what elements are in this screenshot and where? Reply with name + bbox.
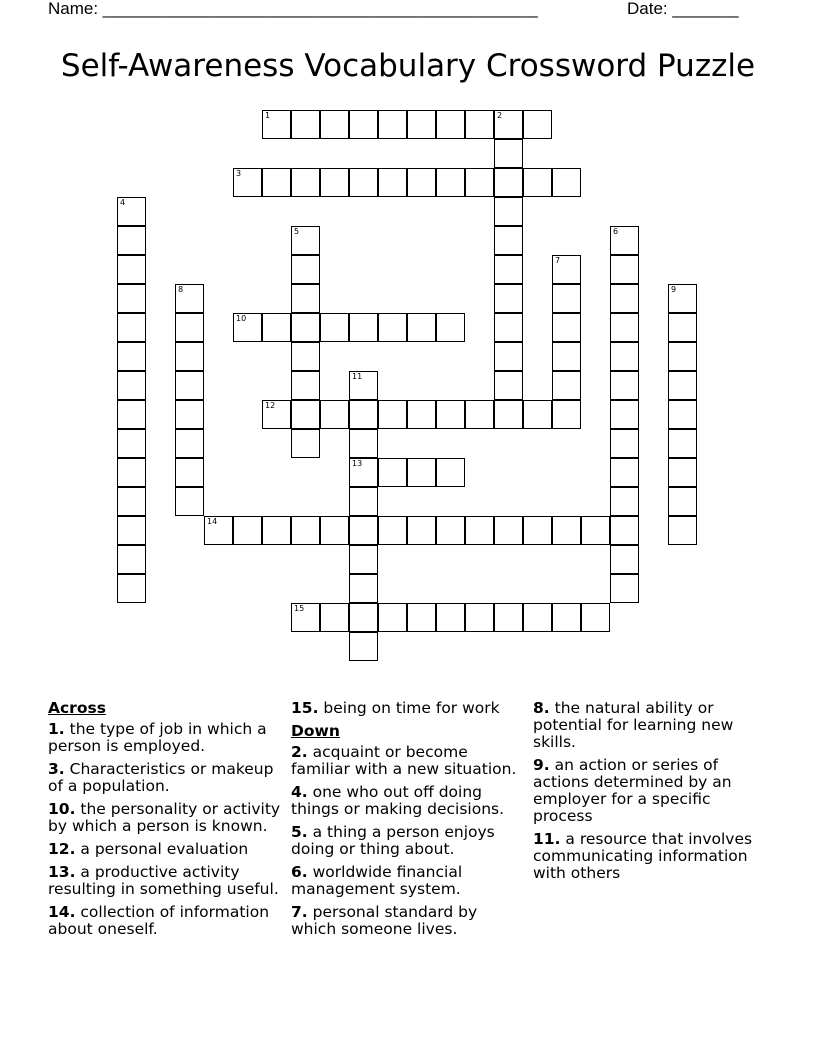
crossword-cell[interactable] xyxy=(668,400,697,429)
crossword-cell[interactable] xyxy=(233,313,262,342)
crossword-cell[interactable] xyxy=(494,313,523,342)
crossword-cell[interactable] xyxy=(349,168,378,197)
crossword-cell[interactable] xyxy=(610,458,639,487)
crossword-cell[interactable] xyxy=(262,400,291,429)
crossword-cell[interactable] xyxy=(610,313,639,342)
crossword-cell[interactable] xyxy=(610,545,639,574)
crossword-cell[interactable] xyxy=(320,168,349,197)
crossword-cell[interactable] xyxy=(494,516,523,545)
crossword-cell[interactable] xyxy=(262,168,291,197)
crossword-cell[interactable] xyxy=(552,400,581,429)
crossword-cell[interactable] xyxy=(668,342,697,371)
clue-number: 9 xyxy=(671,285,677,294)
name-field-label: Name: ______________________________________________ xyxy=(48,0,538,18)
clue-down-5: 5. a thing a person enjoys doing or thing about. xyxy=(291,823,495,858)
clue-number: 10 xyxy=(236,314,247,323)
crossword-cell[interactable] xyxy=(291,284,320,313)
across-heading: Across xyxy=(48,699,106,717)
crossword-cell[interactable] xyxy=(465,110,494,139)
crossword-cell[interactable] xyxy=(407,313,436,342)
crossword-cell[interactable] xyxy=(117,197,146,226)
crossword-cell[interactable] xyxy=(407,516,436,545)
crossword-cell[interactable] xyxy=(465,168,494,197)
crossword-cell[interactable] xyxy=(320,110,349,139)
crossword-cell[interactable] xyxy=(668,429,697,458)
crossword-cell[interactable] xyxy=(668,371,697,400)
crossword-cell[interactable] xyxy=(581,516,610,545)
crossword-cell[interactable] xyxy=(175,284,204,313)
crossword-cell[interactable] xyxy=(117,400,146,429)
crossword-cell[interactable] xyxy=(291,110,320,139)
crossword-cell[interactable] xyxy=(262,110,291,139)
crossword-cell[interactable] xyxy=(291,313,320,342)
clue-down-11: 11. a resource that involves communicating information with others xyxy=(533,830,753,882)
clues-column-1 xyxy=(48,700,283,944)
crossword-cell[interactable] xyxy=(552,603,581,632)
crossword-cell[interactable] xyxy=(291,226,320,255)
clue-number: 4 xyxy=(120,198,126,207)
clue-number: 15 xyxy=(294,604,305,613)
crossword-cell[interactable] xyxy=(465,603,494,632)
crossword-cell[interactable] xyxy=(552,371,581,400)
crossword-cell[interactable] xyxy=(117,255,146,284)
crossword-cell[interactable] xyxy=(117,429,146,458)
crossword-cell[interactable] xyxy=(349,632,378,661)
crossword-cell[interactable] xyxy=(117,516,146,545)
clue-down-7: 7. personal standard by which someone lives. xyxy=(291,903,478,938)
crossword-cell[interactable] xyxy=(291,342,320,371)
clues-column-2 xyxy=(291,700,526,944)
crossword-cell[interactable] xyxy=(349,487,378,516)
crossword-cell[interactable] xyxy=(581,603,610,632)
crossword-cell[interactable] xyxy=(610,400,639,429)
clues-column-3 xyxy=(533,700,768,888)
crossword-cell[interactable] xyxy=(233,516,262,545)
clue-number: 7 xyxy=(555,256,561,265)
crossword-cell[interactable] xyxy=(494,168,523,197)
crossword-cell[interactable] xyxy=(407,400,436,429)
crossword-cell[interactable] xyxy=(291,603,320,632)
clue-across-1: 1. the type of job in which a person is employed. xyxy=(48,720,267,755)
crossword-cell[interactable] xyxy=(262,516,291,545)
clue-across-10: 10. the personality or activity by which a person is known. xyxy=(48,800,281,835)
clue-number: 2 xyxy=(497,111,503,120)
crossword-cell[interactable] xyxy=(523,516,552,545)
crossword-cell[interactable] xyxy=(668,487,697,516)
clue-number: 3 xyxy=(236,169,242,178)
crossword-cell[interactable] xyxy=(610,429,639,458)
crossword-cell[interactable] xyxy=(320,400,349,429)
crossword-cell[interactable] xyxy=(378,516,407,545)
crossword-cell[interactable] xyxy=(378,603,407,632)
crossword-cell[interactable] xyxy=(349,574,378,603)
clue-number: 5 xyxy=(294,227,300,236)
crossword-cell[interactable] xyxy=(523,168,552,197)
clue-number: 11 xyxy=(352,372,363,381)
crossword-cell[interactable] xyxy=(552,313,581,342)
crossword-cell[interactable] xyxy=(552,284,581,313)
crossword-cell[interactable] xyxy=(291,371,320,400)
crossword-cell[interactable] xyxy=(378,313,407,342)
crossword-cell[interactable] xyxy=(436,400,465,429)
crossword-cell[interactable] xyxy=(523,603,552,632)
crossword-cell[interactable] xyxy=(494,197,523,226)
clue-number: 12 xyxy=(265,401,276,410)
crossword-cell[interactable] xyxy=(175,342,204,371)
clue-across-3: 3. Characteristics or makeup of a population. xyxy=(48,760,274,795)
crossword-cell[interactable] xyxy=(320,603,349,632)
crossword-cell[interactable] xyxy=(175,371,204,400)
crossword-cell[interactable] xyxy=(117,313,146,342)
crossword-cell[interactable] xyxy=(610,284,639,313)
crossword-cell[interactable] xyxy=(465,516,494,545)
crossword-cell[interactable] xyxy=(610,487,639,516)
crossword-cell[interactable] xyxy=(494,342,523,371)
clue-number: 14 xyxy=(207,517,218,526)
crossword-cell[interactable] xyxy=(349,603,378,632)
crossword-cell[interactable] xyxy=(407,603,436,632)
crossword-cell[interactable] xyxy=(117,342,146,371)
crossword-cell[interactable] xyxy=(552,255,581,284)
crossword-cell[interactable] xyxy=(349,400,378,429)
crossword-cell[interactable] xyxy=(436,313,465,342)
crossword-cell[interactable] xyxy=(436,516,465,545)
crossword-cell[interactable] xyxy=(175,429,204,458)
clue-number: 8 xyxy=(178,285,184,294)
crossword-cell[interactable] xyxy=(436,603,465,632)
crossword-cell[interactable] xyxy=(552,342,581,371)
crossword-cell[interactable] xyxy=(320,516,349,545)
crossword-cell[interactable] xyxy=(291,400,320,429)
clue-down-9: 9. an action or series of actions determined by an employer for a specific process xyxy=(533,756,732,825)
clue-down-2: 2. acquaint or become familiar with a new situation. xyxy=(291,743,517,778)
crossword-cell[interactable] xyxy=(436,458,465,487)
crossword-cell[interactable] xyxy=(494,371,523,400)
crossword-cell[interactable] xyxy=(349,110,378,139)
clue-number: 1 xyxy=(265,111,271,120)
crossword-cell[interactable] xyxy=(291,168,320,197)
crossword-cell[interactable] xyxy=(291,429,320,458)
crossword-cell[interactable] xyxy=(407,458,436,487)
crossword-cell[interactable] xyxy=(610,226,639,255)
crossword-cell[interactable] xyxy=(552,168,581,197)
crossword-cell[interactable] xyxy=(175,400,204,429)
crossword-cell[interactable] xyxy=(668,313,697,342)
clue-across-13: 13. a productive activity resulting in something useful. xyxy=(48,863,279,898)
crossword-cell[interactable] xyxy=(117,458,146,487)
crossword-cell[interactable] xyxy=(494,110,523,139)
crossword-cell[interactable] xyxy=(175,458,204,487)
crossword-cell[interactable] xyxy=(494,284,523,313)
clue-number: 13 xyxy=(352,459,363,468)
crossword-cell[interactable] xyxy=(407,110,436,139)
crossword-cell[interactable] xyxy=(349,371,378,400)
crossword-cell[interactable] xyxy=(233,168,262,197)
crossword-cell[interactable] xyxy=(175,487,204,516)
crossword-cell[interactable] xyxy=(117,226,146,255)
crossword-cell[interactable] xyxy=(610,574,639,603)
crossword-cell[interactable] xyxy=(349,516,378,545)
clue-down-8: 8. the natural ability or potential for learning new skills. xyxy=(533,699,734,751)
crossword-cell[interactable] xyxy=(291,255,320,284)
crossword-cell[interactable] xyxy=(494,400,523,429)
crossword-cell[interactable] xyxy=(349,545,378,574)
crossword-cell[interactable] xyxy=(494,603,523,632)
crossword-cell[interactable] xyxy=(291,516,320,545)
crossword-cell[interactable] xyxy=(117,371,146,400)
crossword-cell[interactable] xyxy=(175,313,204,342)
crossword-cell[interactable] xyxy=(436,110,465,139)
crossword-cell[interactable] xyxy=(668,458,697,487)
crossword-cell[interactable] xyxy=(262,313,291,342)
crossword-cell[interactable] xyxy=(320,313,349,342)
clue-across-15: 15. being on time for work xyxy=(291,699,500,717)
crossword-cell[interactable] xyxy=(117,574,146,603)
clue-across-12: 12. a personal evaluation xyxy=(48,840,249,858)
crossword-cell[interactable] xyxy=(668,284,697,313)
clue-down-6: 6. worldwide financial management system. xyxy=(291,863,463,898)
crossword-cell[interactable] xyxy=(465,400,494,429)
crossword-cell[interactable] xyxy=(494,139,523,168)
crossword-cell[interactable] xyxy=(378,110,407,139)
crossword-cell[interactable] xyxy=(523,400,552,429)
clue-down-4: 4. one who out off doing things or making decisions. xyxy=(291,783,505,818)
page-title: Self-Awareness Vocabulary Crossword Puzzle xyxy=(60,48,756,84)
crossword-cell[interactable] xyxy=(494,255,523,284)
crossword-cell[interactable] xyxy=(610,255,639,284)
crossword-cell[interactable] xyxy=(668,516,697,545)
crossword-cell[interactable] xyxy=(117,487,146,516)
crossword-cell[interactable] xyxy=(349,313,378,342)
crossword-cell[interactable] xyxy=(204,516,233,545)
date-field-label: Date: _______ xyxy=(627,0,739,18)
crossword-cell[interactable] xyxy=(610,516,639,545)
clue-across-14: 14. collection of information about oneself. xyxy=(48,903,270,938)
crossword-cell[interactable] xyxy=(407,168,436,197)
crossword-cell[interactable] xyxy=(117,545,146,574)
crossword-cell[interactable] xyxy=(378,400,407,429)
crossword-cell[interactable] xyxy=(436,168,465,197)
crossword-cell[interactable] xyxy=(378,458,407,487)
crossword-cell[interactable] xyxy=(349,458,378,487)
crossword-cell[interactable] xyxy=(378,168,407,197)
crossword-cell[interactable] xyxy=(610,342,639,371)
down-heading: Down xyxy=(291,722,340,740)
crossword-cell[interactable] xyxy=(523,110,552,139)
crossword-cell[interactable] xyxy=(494,226,523,255)
clue-number: 6 xyxy=(613,227,619,236)
crossword-cell[interactable] xyxy=(552,516,581,545)
crossword-cell[interactable] xyxy=(117,284,146,313)
crossword-cell[interactable] xyxy=(349,429,378,458)
crossword-cell[interactable] xyxy=(610,371,639,400)
